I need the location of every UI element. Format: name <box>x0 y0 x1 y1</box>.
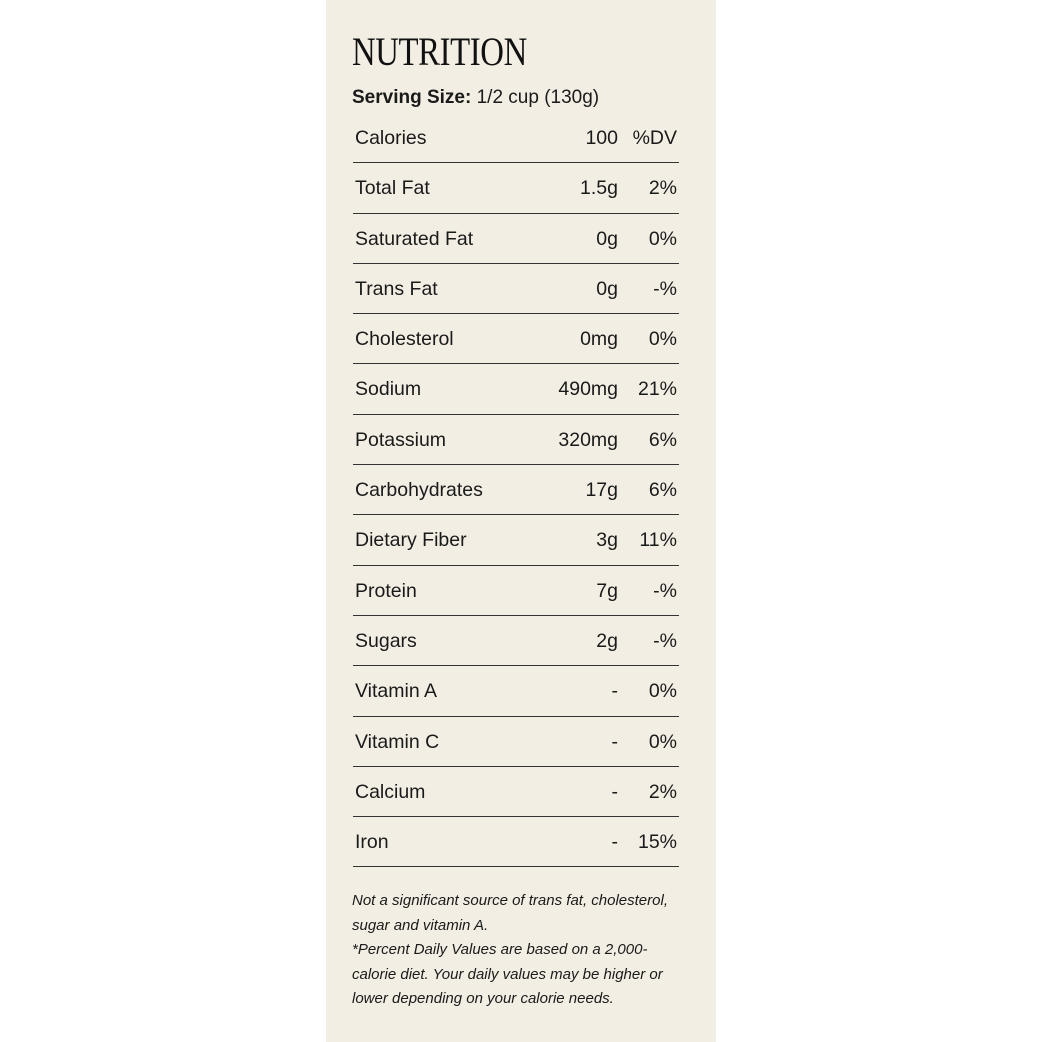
table-row <box>353 616 679 666</box>
table-row <box>353 717 679 767</box>
table-row <box>353 515 679 565</box>
row-amount: - <box>611 680 618 703</box>
row-amount: 0g <box>596 227 618 250</box>
row-amount: - <box>611 730 618 753</box>
row-name: Vitamin A <box>355 680 438 703</box>
table-row <box>353 415 679 465</box>
row-dv: -% <box>653 277 677 300</box>
row-dv: 2% <box>648 780 677 803</box>
row-amount: 320mg <box>558 428 618 451</box>
table-row <box>353 566 679 616</box>
row-amount: 0g <box>596 277 618 300</box>
row-dv: 0% <box>648 328 677 351</box>
row-dv: 15% <box>637 831 677 854</box>
serving-size <box>352 85 599 111</box>
row-name: Vitamin C <box>355 730 440 753</box>
row-name: Trans Fat <box>355 277 438 300</box>
row-amount: 17g <box>585 479 618 502</box>
row-name: Sugars <box>355 629 417 652</box>
page-title: NUTRITION <box>352 29 527 74</box>
row-dv: 0% <box>648 680 677 703</box>
footnote-source-note: Not a significant source of trans fat, cholesterol, sugar and vitamin A. <box>352 892 668 934</box>
row-amount: 3g <box>596 529 618 552</box>
row-amount: - <box>611 780 618 803</box>
row-amount: 100 <box>585 127 618 149</box>
row-dv: %DV <box>632 127 677 149</box>
table-row <box>353 214 679 264</box>
row-name: Protein <box>355 579 417 602</box>
table-row <box>353 364 679 414</box>
row-dv: 0% <box>648 730 677 753</box>
nutrition-table <box>353 113 679 867</box>
row-amount: 1.5g <box>580 177 618 200</box>
row-dv: -% <box>653 579 677 602</box>
row-name: Calories <box>355 127 427 149</box>
row-name: Dietary Fiber <box>355 529 467 552</box>
row-name: Total Fat <box>355 177 430 200</box>
footnote <box>352 889 684 1012</box>
row-dv: 11% <box>639 529 677 552</box>
row-name: Potassium <box>355 428 447 451</box>
row-name: Saturated Fat <box>355 227 474 250</box>
row-dv: 6% <box>648 479 677 502</box>
row-amount: 2g <box>596 629 618 652</box>
table-row <box>353 314 679 364</box>
serving-size-label: Serving Size: <box>352 87 472 108</box>
serving-size-value: 1/2 cup (130g) <box>476 87 600 108</box>
table-row <box>353 264 679 314</box>
row-amount: 490mg <box>558 378 618 401</box>
row-dv: 6% <box>648 428 677 451</box>
table-row <box>353 817 679 867</box>
row-dv: 0% <box>648 227 677 250</box>
row-name: Sodium <box>355 378 422 401</box>
table-row <box>353 465 679 515</box>
row-dv: -% <box>653 629 677 652</box>
table-header-row <box>353 113 679 163</box>
row-dv: 21% <box>637 378 677 401</box>
row-name: Calcium <box>355 780 426 803</box>
row-name: Carbohydrates <box>355 479 483 502</box>
row-name: Iron <box>355 831 389 854</box>
row-name: Cholesterol <box>355 328 454 351</box>
table-row <box>353 767 679 817</box>
footnote-dv-note: *Percent Daily Values are based on a 2,000-calorie diet. Your daily values may be higher or lower depending on your calorie needs. <box>352 941 663 1007</box>
table-row <box>353 163 679 213</box>
row-amount: - <box>611 831 618 854</box>
row-amount: 0mg <box>580 328 618 351</box>
row-dv: 2% <box>648 177 677 200</box>
row-amount: 7g <box>596 579 618 602</box>
table-row <box>353 666 679 716</box>
